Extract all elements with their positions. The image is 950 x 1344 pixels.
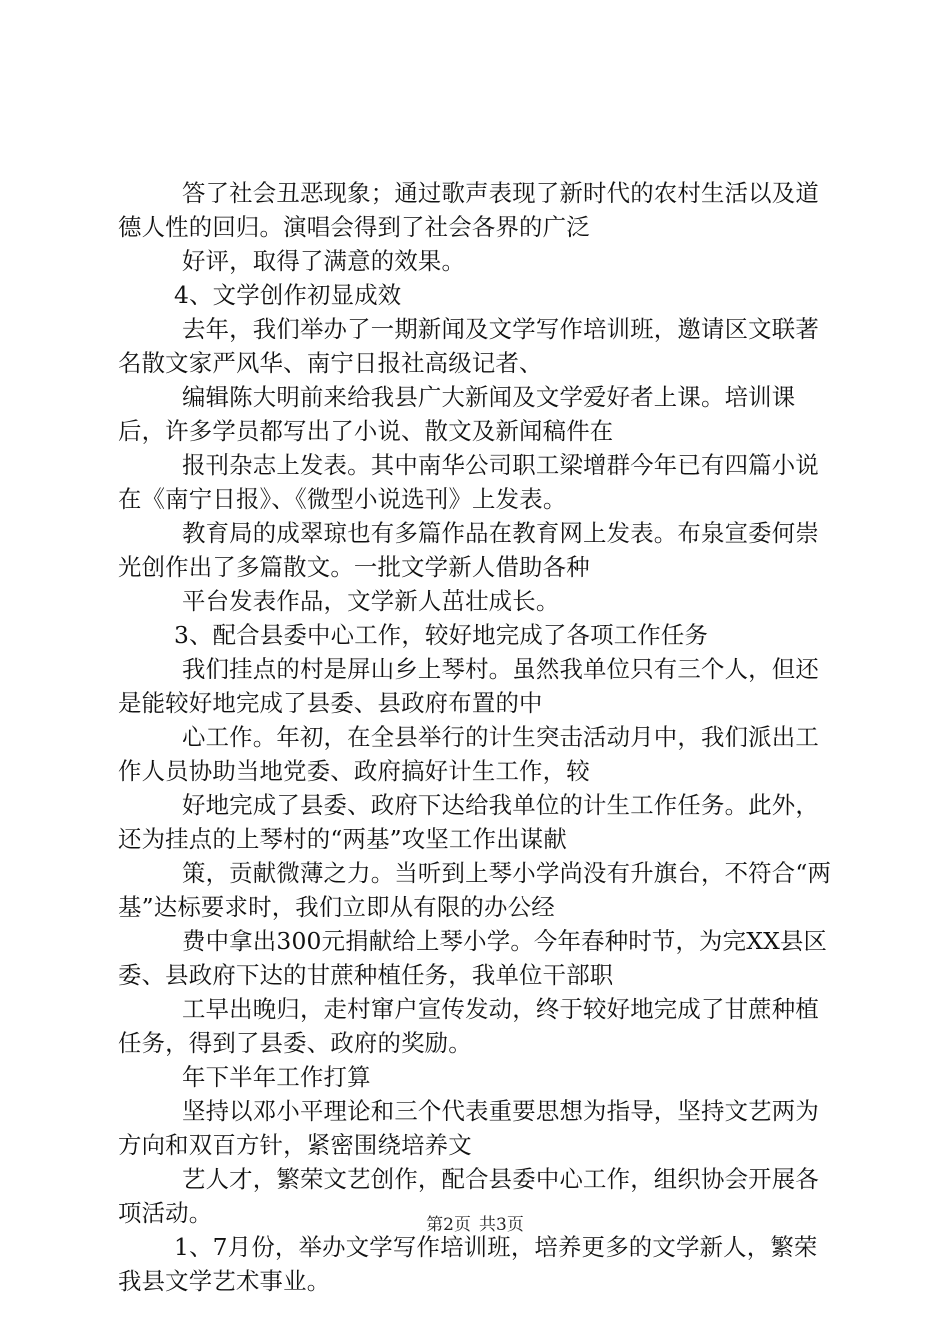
paragraph: 好地完成了县委、政府下达给我单位的计生工作任务。此外，还为挂点的上琴村的“两基”攻坚工作出谋献 bbox=[118, 791, 819, 853]
paragraph: 好评，取得了满意的效果。 bbox=[182, 247, 466, 275]
paragraph: 坚持以邓小平理论和三个代表重要思想为指导，坚持文艺两为方向和双百方针，紧密围绕培养文 bbox=[118, 1097, 819, 1159]
paragraph: 心工作。年初，在全县举行的计生突击活动月中，我们派出工作人员协助当地党委、政府搞好计生工作，较 bbox=[118, 723, 819, 785]
paragraph: 答了社会丑恶现象；通过歌声表现了新时代的农村生活以及道德人性的回归。演唱会得到了社会各界的广泛 bbox=[118, 179, 819, 241]
total-pages: 共3页 bbox=[479, 1215, 524, 1235]
document-body bbox=[118, 176, 838, 1298]
paragraph: 编辑陈大明前来给我县广大新闻及文学爱好者上课。培训课后，许多学员都写出了小说、散文及新闻稿件在 bbox=[118, 383, 796, 445]
paragraph: 策，贡献微薄之力。当听到上琴小学尚没有升旗台，不符合“两基”达标要求时，我们立即从有限的办公经 bbox=[118, 859, 832, 921]
section-heading: 3、配合县委中心工作，较好地完成了各项工作任务 bbox=[174, 621, 709, 649]
paragraph: 去年，我们举办了一期新闻及文学写作培训班，邀请区文联著名散文家严风华、南宁日报社高级记者、 bbox=[118, 315, 819, 377]
list-item: 1、7月份，举办文学写作培训班，培养更多的文学新人，繁荣我县文学艺术事业。 bbox=[118, 1233, 818, 1295]
paragraph: 教育局的成翠琼也有多篇作品在教育网上发表。布泉宣委何崇光创作出了多篇散文。一批文学新人借助各种 bbox=[118, 519, 819, 581]
paragraph: 艺人才，繁荣文艺创作，配合县委中心工作，组织协会开展各项活动。 bbox=[118, 1165, 819, 1227]
paragraph: 平台发表作品，文学新人茁壮成长。 bbox=[182, 587, 560, 615]
paragraph: 费中拿出300元捐献给上琴小学。今年春种时节，为完XX县区委、县政府下达的甘蔗种植任务，我单位干部职 bbox=[118, 927, 828, 989]
paragraph: 报刊杂志上发表。其中南华公司职工梁增群今年已有四篇小说在《南宁日报》、《微型小说选刊》上发表。 bbox=[118, 451, 819, 513]
section-heading: 4、文学创作初显成效 bbox=[174, 281, 402, 309]
page-footer bbox=[0, 1214, 950, 1236]
page-number: 第2页 bbox=[426, 1215, 471, 1235]
paragraph: 工早出晚归，走村窜户宣传发动，终于较好地完成了甘蔗种植任务，得到了县委、政府的奖励。 bbox=[118, 995, 819, 1057]
paragraph: 我们挂点的村是屏山乡上琴村。虽然我单位只有三个人，但还是能较好地完成了县委、县政府布置的中 bbox=[118, 655, 819, 717]
section-heading: 年下半年工作打算 bbox=[182, 1063, 371, 1091]
